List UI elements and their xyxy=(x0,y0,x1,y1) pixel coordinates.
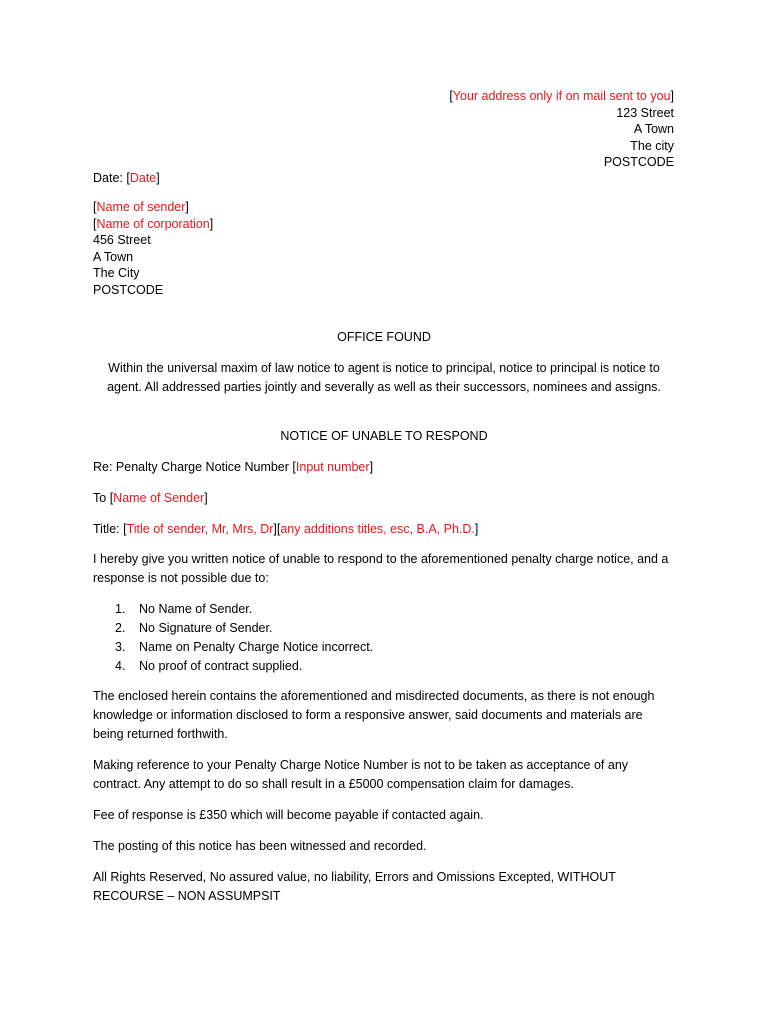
to-line: To [Name of Sender] xyxy=(93,491,208,505)
address-line: POSTCODE xyxy=(603,155,674,169)
recipient-corporation-placeholder: Name of corporation xyxy=(96,216,210,231)
reference-paragraph: Making reference to your Penalty Charge Notice Number is not to be taken as acceptance of any contract. Any attempt to do so shall result in a £5000 compensation claim for damages. xyxy=(93,758,629,791)
list-item xyxy=(115,600,373,619)
list-item xyxy=(115,638,373,657)
recipient-sender-placeholder: Name of sender xyxy=(96,200,186,214)
recipient-address-line: A Town xyxy=(93,249,134,264)
address-line: A Town xyxy=(633,122,674,136)
sender-address-block xyxy=(449,88,674,171)
intro-paragraph: I hereby give you written notice of unable to respond to the aforementioned penalty charge notice, and a response is not possible due to: xyxy=(93,552,669,585)
list-item-text: No proof of contract supplied. xyxy=(139,659,303,673)
title-placeholder-1: Title of sender, Mr, Mrs, Dr xyxy=(126,522,274,536)
address-line: The city xyxy=(630,138,674,153)
posting-paragraph: The posting of this notice has been witnessed and recorded. xyxy=(93,839,427,853)
list-item-text: Name on Penalty Charge Notice incorrect. xyxy=(139,640,374,654)
date-line: Date: [Date] xyxy=(93,171,160,185)
address-placeholder: Your address only if on mail sent to you xyxy=(452,89,671,103)
heading-notice: NOTICE OF UNABLE TO RESPOND xyxy=(280,429,488,443)
address-placeholder-line: [Your address only if on mail sent to you] xyxy=(449,89,674,103)
list-item-number: 4. xyxy=(115,659,126,673)
list-item xyxy=(115,657,373,676)
title-line: Title: [Title of sender, Mr, Mrs, Dr][any additions titles, esc, B.A, Ph.D.] xyxy=(93,522,479,536)
maxim-paragraph: Within the universal maxim of law notice to agent is notice to principal, notice to principal is notice to agent. All addressed parties jointly and severally as well as their successors, nominees and assigns. xyxy=(107,361,661,394)
title-label: Title: xyxy=(93,522,124,536)
list-item xyxy=(115,619,373,638)
re-placeholder: Input number xyxy=(295,460,370,474)
recipient-address-line: POSTCODE xyxy=(93,282,164,297)
date-label: Date: xyxy=(93,171,127,185)
re-label: Re: Penalty Charge Notice Number xyxy=(93,460,293,474)
list-item-text: No Signature of Sender. xyxy=(139,621,273,635)
address-line: 123 Street xyxy=(616,105,674,120)
rights-paragraph: All Rights Reserved, No assured value, no liability, Errors and Omissions Excepted, WITHOUT RECOURSE – NON ASSUMPSIT xyxy=(93,870,616,903)
recipient-sender-line: [Name of sender] xyxy=(93,200,189,214)
recipient-address-line: The City xyxy=(93,266,140,280)
recipient-address-line: 456 Street xyxy=(93,233,151,247)
re-line: Re: Penalty Charge Notice Number [Input number] xyxy=(93,460,374,474)
reasons-list xyxy=(115,600,373,676)
recipient-address-block xyxy=(93,199,213,298)
list-item-number: 2. xyxy=(115,621,126,635)
list-item-number: 3. xyxy=(115,640,126,654)
title-placeholder-2: any additions titles, esc, B.A, Ph.D. xyxy=(280,522,475,536)
to-label: To xyxy=(93,491,110,505)
list-item-number: 1. xyxy=(115,602,126,616)
list-item-text: No Name of Sender. xyxy=(139,602,253,616)
enclosed-paragraph: The enclosed herein contains the aforementioned and misdirected documents, as there is not enough knowledge or information disclosed to form a responsive answer, said documents and materials are being returned forthwith. xyxy=(93,689,655,741)
recipient-corporation-line: [Name of corporation] xyxy=(93,216,214,231)
heading-office-found: OFFICE FOUND xyxy=(337,330,431,344)
date-placeholder: Date xyxy=(129,171,157,185)
to-placeholder: Name of Sender xyxy=(113,491,205,505)
fee-paragraph: Fee of response is £350 which will become payable if contacted again. xyxy=(93,808,484,822)
